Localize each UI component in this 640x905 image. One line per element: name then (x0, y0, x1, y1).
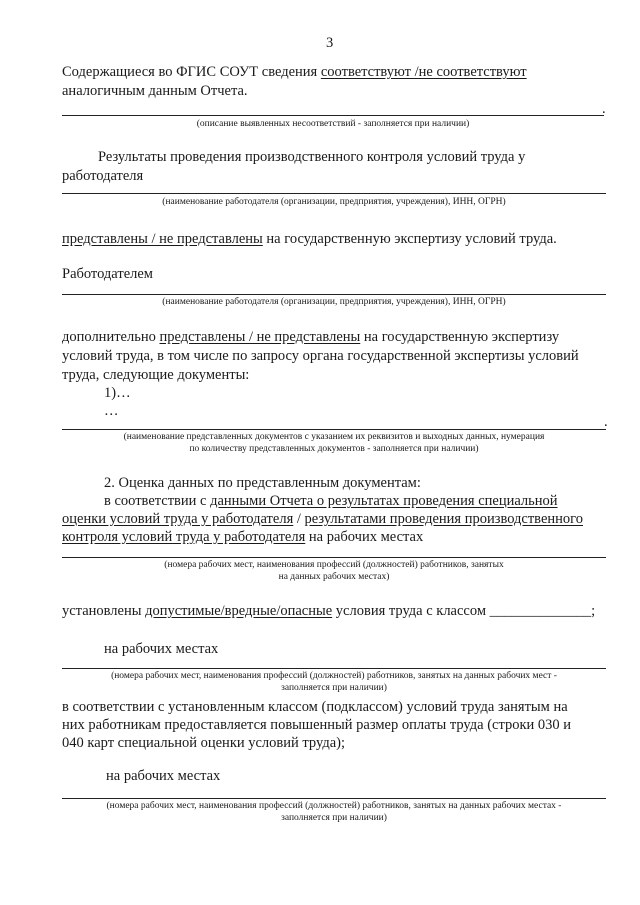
s4-line2-underlined-1: оценки условий труда у работодателя (62, 511, 294, 527)
s3-line2-underlined: представлены / не представлены (159, 329, 361, 345)
s3-docs-fill-line (62, 429, 606, 430)
s4-line3 (62, 528, 423, 546)
s2-line3 (62, 230, 557, 248)
s4-line1-underlined: данными Отчета о результатах проведения специальной (210, 493, 558, 509)
s4-line2 (62, 510, 583, 528)
s4-est-text-b: условия труда с классом (332, 603, 490, 619)
s5-para-line3: 040 карт специальной оценки условий труда); (62, 735, 345, 751)
s2-line1: Результаты проведения производственного контроля условий труда у (98, 149, 526, 165)
s2-line2: работодателя (62, 168, 144, 184)
s3-item2: … (104, 403, 119, 419)
s5-fill-line (62, 668, 606, 669)
s2-line3-text: на государственную экспертизу условий труда. (262, 231, 557, 247)
s3-line3: условий труда, в том числе по запросу органа государственной экспертизы условий (62, 348, 579, 364)
s1-line1 (62, 63, 608, 81)
s6-caption1: (номера рабочих мест, наименования профессий (должностей) работников, занятых на данных рабочих местах - (106, 801, 562, 811)
s4-heading: 2. Оценка данных по представленным документам: (104, 475, 421, 491)
s4-line3-text: на рабочих местах (305, 529, 424, 545)
s3-line2-text-a: дополнительно (62, 329, 160, 345)
s3-line1: Работодателем (62, 266, 153, 282)
s3-line2-text-b: на государственную экспертизу (360, 329, 560, 345)
s6-caption2: заполняется при наличии) (281, 813, 387, 823)
s3-fill-line (62, 294, 606, 295)
page-number: 3 (326, 35, 334, 51)
s5-para-line1: в соответствии с установленным классом (подклассом) условий труда занятым на (62, 699, 568, 715)
s5-caption1: (номера рабочих мест, наименования профессий (должностей) работников, занятых на данных рабочих мест - (111, 671, 557, 681)
s3-caption: (наименование работодателя (организации, предприятия, учреждения), ИНН, ОГРН) (162, 297, 506, 307)
s4-caption2: на данных рабочих местах) (278, 572, 390, 582)
s3-line2 (62, 328, 559, 346)
s4-est-text-a: установлены (62, 603, 146, 619)
s3-caption1: (наименование представленных документов с указанием их реквизитов и выходных данных, нумерация (123, 432, 545, 442)
s5-label: на рабочих местах (104, 641, 219, 657)
s4-line1-text: в соответствии с (104, 493, 211, 509)
s1-line2: аналогичным данным Отчета. (62, 83, 248, 99)
s4-established-line (62, 602, 595, 620)
s4-est-underlined: допустимые/вредные/опасные (145, 603, 333, 619)
s1-fill-line (62, 115, 604, 116)
s3-caption2: по количеству представленных документов - заполняется при наличии) (189, 444, 479, 454)
s3-dot: . (604, 414, 608, 430)
s4-line3-underlined: контроля условий труда у работодателя (62, 529, 306, 545)
s3-line4: труда, следующие документы: (62, 367, 250, 383)
s1-caption: (описание выявленных несоответствий - заполняется при наличии) (196, 119, 470, 129)
s1-dot: . (602, 101, 606, 117)
s2-fill-line (62, 193, 606, 194)
s6-fill-line (62, 798, 606, 799)
s4-line1 (104, 492, 558, 510)
s4-line2-sep: / (293, 511, 305, 527)
s5-para-line2: них работникам предоставляется повышенный размер оплаты труда (строки 030 и (62, 717, 572, 733)
s4-est-end: ; (591, 603, 596, 619)
s4-caption1: (номера рабочих мест, наименования профессий (должностей) работников, занятых (164, 560, 504, 570)
s3-item1: 1)… (104, 385, 131, 401)
s2-line3-underlined: представлены / не представлены (62, 231, 263, 247)
s5-caption2: заполняется при наличии) (281, 683, 387, 693)
s1-line1-underlined: соответствуют /не соответствуют (320, 64, 527, 80)
s1-line1-text: Содержащиеся во ФГИС СОУТ сведения (62, 64, 321, 80)
s4-fill-line (62, 557, 606, 558)
s6-label: на рабочих местах (106, 768, 221, 784)
s4-line2-underlined-2: результатами проведения производственного (304, 511, 583, 527)
s2-caption: (наименование работодателя (организации, предприятия, учреждения), ИНН, ОГРН) (162, 197, 506, 207)
s4-class-blank: ______________ (489, 603, 592, 619)
